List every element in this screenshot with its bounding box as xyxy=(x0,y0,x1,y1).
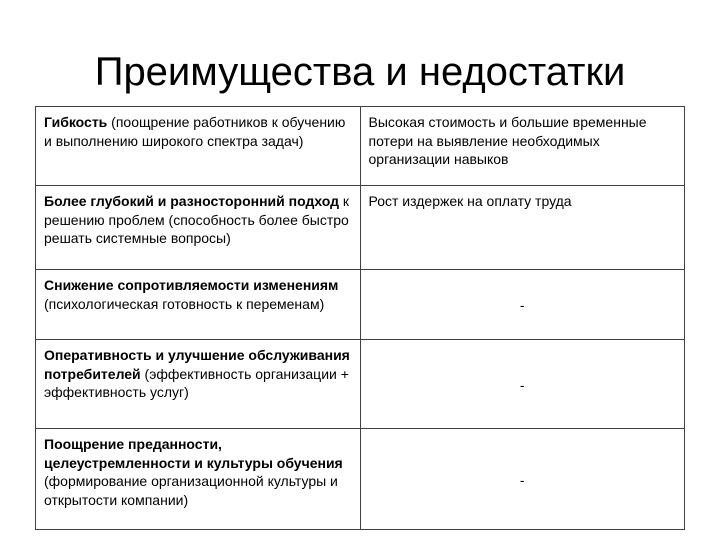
advantage-cell xyxy=(36,270,361,340)
advantage-heading: Снижение сопротивляемости изменениям xyxy=(44,277,339,293)
disadvantage-cell: - xyxy=(360,270,685,340)
advantage-description: (поощрение работников к обучению и выполнению широкого спектра задач) xyxy=(44,114,346,149)
table-row xyxy=(36,107,685,186)
advantage-description: (психологическая готовность к переменам) xyxy=(44,295,325,312)
table-row xyxy=(36,270,685,340)
advantage-cell xyxy=(36,429,361,530)
advantage-description: к решению проблем (способность более быстро решать системные вопросы) xyxy=(44,193,350,246)
pros-cons-table xyxy=(35,106,685,530)
advantage-heading: Оперативность и улучшение обслуживания потребителей xyxy=(44,347,350,382)
advantage-cell xyxy=(36,186,361,270)
table-row xyxy=(36,429,685,530)
advantage-description: (эффективность организации + эффективность услуг) xyxy=(44,365,349,400)
advantage-cell xyxy=(36,107,361,186)
advantage-description: (формирование организационной культуры и открытости компании) xyxy=(44,473,338,508)
disadvantage-cell: - xyxy=(360,429,685,530)
table-row xyxy=(36,186,685,270)
disadvantage-cell: Высокая стоимость и большие временные потери на выявление необходимых организации навыков xyxy=(360,107,685,186)
advantage-heading: Поощрение преданности, целеустремленности и культуры обучения xyxy=(44,436,343,471)
advantage-cell xyxy=(36,340,361,429)
slide-title: Преимущества и недостатки xyxy=(94,50,626,94)
advantage-heading: Гибкость xyxy=(44,114,108,130)
table-row xyxy=(36,340,685,429)
disadvantage-cell: Рост издержек на оплату труда xyxy=(360,186,685,270)
disadvantage-cell: - xyxy=(360,340,685,429)
advantage-heading: Более глубокий и разносторонний подход xyxy=(44,193,340,209)
